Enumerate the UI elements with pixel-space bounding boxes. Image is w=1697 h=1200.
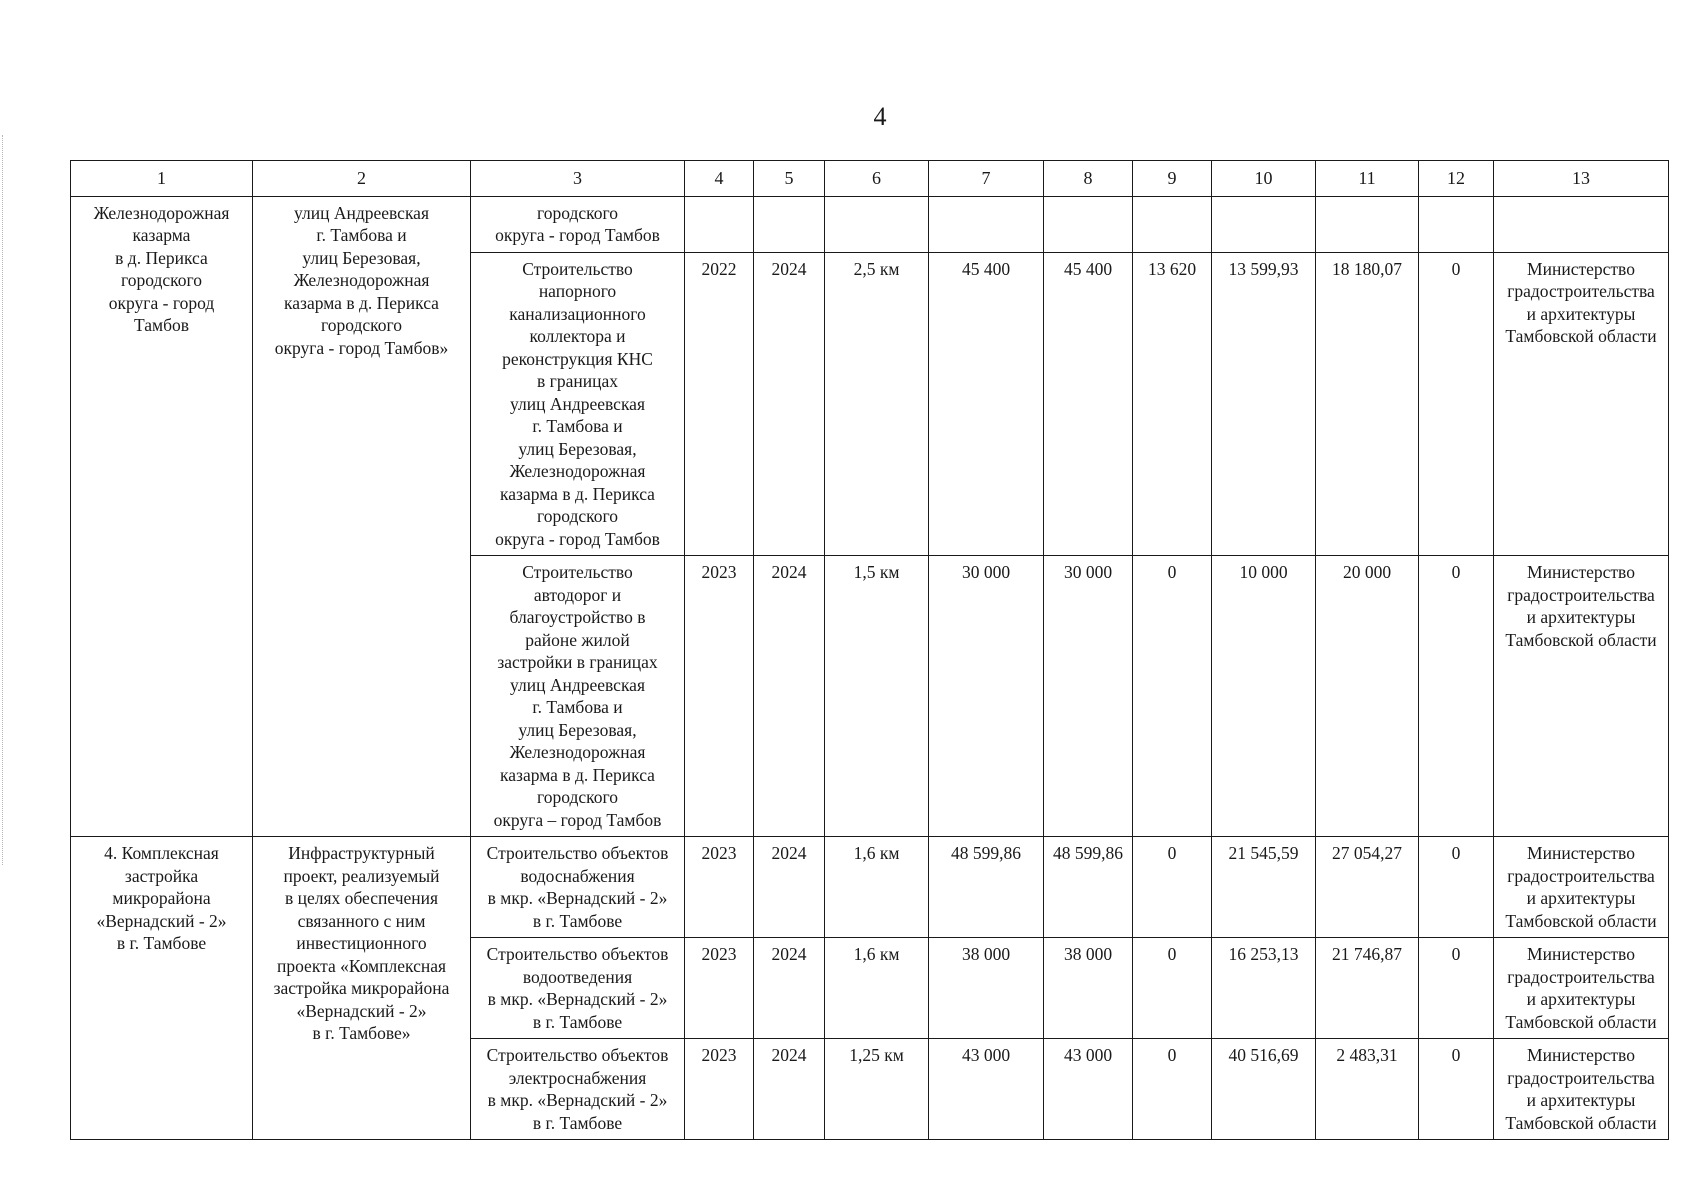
end-year-cell: 2024 [754,837,825,938]
responsible-cell [1494,938,1669,1039]
start-year-cell: 2023 [685,556,754,837]
amount-cell: 43 000 [1044,1039,1133,1140]
amount-cell: 20 000 [1316,556,1419,837]
start-year-cell [685,196,754,252]
amount-cell: 10 000 [1212,556,1316,837]
header-cell: 13 [1494,161,1669,197]
activity-cell [471,938,685,1039]
header-cell: 2 [253,161,471,197]
activity-text: Строительство напорного канализационного коллектора и реконструкция КНС в границах улиц Андреевская г. Тамбова и улиц Березовая, Железнодорожная казарма в д. Перикса городского округа - город Тамбов [495,258,660,549]
amount-cell [1419,196,1494,252]
responsible-text: Министерство градостроительства и архитектуры Тамбовской области [1505,1045,1657,1133]
activity-text: Строительство объектов водоотведения в мкр. «Вернадский - 2» в г. Тамбове [486,944,669,1032]
scan-margin-marks [2,135,3,865]
length-cell [825,196,929,252]
end-year-cell: 2024 [754,938,825,1039]
end-year-cell: 2024 [754,1039,825,1140]
amount-cell: 40 516,69 [1212,1039,1316,1140]
start-year-cell: 2023 [685,837,754,938]
project-name-cell [71,837,253,1140]
header-cell: 3 [471,161,685,197]
length-cell: 1,25 км [825,1039,929,1140]
header-cell: 10 [1212,161,1316,197]
project-name-text: 4. Комплексная застройка микрорайона «Вернадский - 2» в г. Тамбове [96,843,227,953]
amount-cell: 2 483,31 [1316,1039,1419,1140]
amount-cell: 13 620 [1133,252,1212,556]
activity-cell [471,1039,685,1140]
responsible-cell [1494,837,1669,938]
header-cell: 5 [754,161,825,197]
responsible-cell [1494,1039,1669,1140]
responsible-text: Министерство градостроительства и архитектуры Тамбовской области [1505,843,1657,931]
total-cost-cell: 43 000 [929,1039,1044,1140]
responsible-text: Министерство градостроительства и архитектуры Тамбовской области [1505,944,1657,1032]
project-name-text: Железнодорожная казарма в д. Перикса городского округа - город Тамбов [93,202,230,335]
amount-cell: 48 599,86 [1044,837,1133,938]
responsible-text: Министерство градостроительства и архитектуры Тамбовской области [1505,258,1657,346]
start-year-cell: 2023 [685,938,754,1039]
amount-cell: 13 599,93 [1212,252,1316,556]
end-year-cell: 2024 [754,252,825,556]
header-cell: 11 [1316,161,1419,197]
total-cost-cell: 30 000 [929,556,1044,837]
activity-text: городского округа - город Тамбов [495,202,660,245]
amount-cell: 0 [1133,1039,1212,1140]
end-year-cell: 2024 [754,556,825,837]
header-cell: 7 [929,161,1044,197]
amount-cell: 16 253,13 [1212,938,1316,1039]
header-cell: 4 [685,161,754,197]
amount-cell: 0 [1419,1039,1494,1140]
start-year-cell: 2023 [685,1039,754,1140]
end-year-cell [754,196,825,252]
amount-cell: 0 [1419,556,1494,837]
amount-cell: 0 [1419,938,1494,1039]
page-number: 4 [873,102,887,131]
amount-cell: 21 545,59 [1212,837,1316,938]
activity-text: Строительство объектов электроснабжения в мкр. «Вернадский - 2» в г. Тамбове [486,1045,669,1133]
activity-text: Строительство автодорог и благоустройство в районе жилой застройки в границах улиц Андреевская г. Тамбова и улиц Березовая, Железнодорожная казарма в д. Перикса городского округа – город Тамбов [493,562,662,830]
responsible-cell [1494,252,1669,556]
activity-cell [471,837,685,938]
header-row [71,161,1669,197]
header-cell: 1 [71,161,253,197]
project-description-text: улиц Андреевская г. Тамбова и улиц Березовая, Железнодорожная казарма в д. Перикса городского округа - город Тамбов» [274,202,449,358]
activity-text: Строительство объектов водоснабжения в мкр. «Вернадский - 2» в г. Тамбове [486,843,669,931]
project-description-text: Инфраструктурный проект, реализуемый в целях обеспечения связанного с ним инвестиционного проекта «Комплексная застройка микрорайона «Вернадский - 2» в г. Тамбове» [273,843,450,1043]
amount-cell: 38 000 [1044,938,1133,1039]
total-cost-cell: 48 599,86 [929,837,1044,938]
program-table [70,160,1669,1140]
total-cost-cell: 38 000 [929,938,1044,1039]
amount-cell: 0 [1419,252,1494,556]
project-description-cell [253,196,471,837]
table-row [71,837,1669,938]
amount-cell [1316,196,1419,252]
responsible-text: Министерство градостроительства и архитектуры Тамбовской области [1505,562,1657,650]
header-cell: 6 [825,161,929,197]
length-cell: 1,6 км [825,938,929,1039]
amount-cell: 0 [1133,938,1212,1039]
activity-cell [471,196,685,252]
amount-cell: 0 [1419,837,1494,938]
start-year-cell: 2022 [685,252,754,556]
responsible-cell [1494,556,1669,837]
responsible-cell [1494,196,1669,252]
amount-cell [1044,196,1133,252]
amount-cell: 0 [1133,556,1212,837]
length-cell: 1,5 км [825,556,929,837]
amount-cell [1212,196,1316,252]
total-cost-cell: 45 400 [929,252,1044,556]
amount-cell [1133,196,1212,252]
length-cell: 2,5 км [825,252,929,556]
amount-cell: 0 [1133,837,1212,938]
header-cell: 9 [1133,161,1212,197]
project-name-cell [71,196,253,837]
total-cost-cell [929,196,1044,252]
project-description-cell [253,837,471,1140]
table-row [71,196,1669,252]
activity-cell [471,252,685,556]
amount-cell: 45 400 [1044,252,1133,556]
length-cell: 1,6 км [825,837,929,938]
amount-cell: 27 054,27 [1316,837,1419,938]
amount-cell: 30 000 [1044,556,1133,837]
header-cell: 8 [1044,161,1133,197]
amount-cell: 21 746,87 [1316,938,1419,1039]
activity-cell [471,556,685,837]
header-cell: 12 [1419,161,1494,197]
amount-cell: 18 180,07 [1316,252,1419,556]
